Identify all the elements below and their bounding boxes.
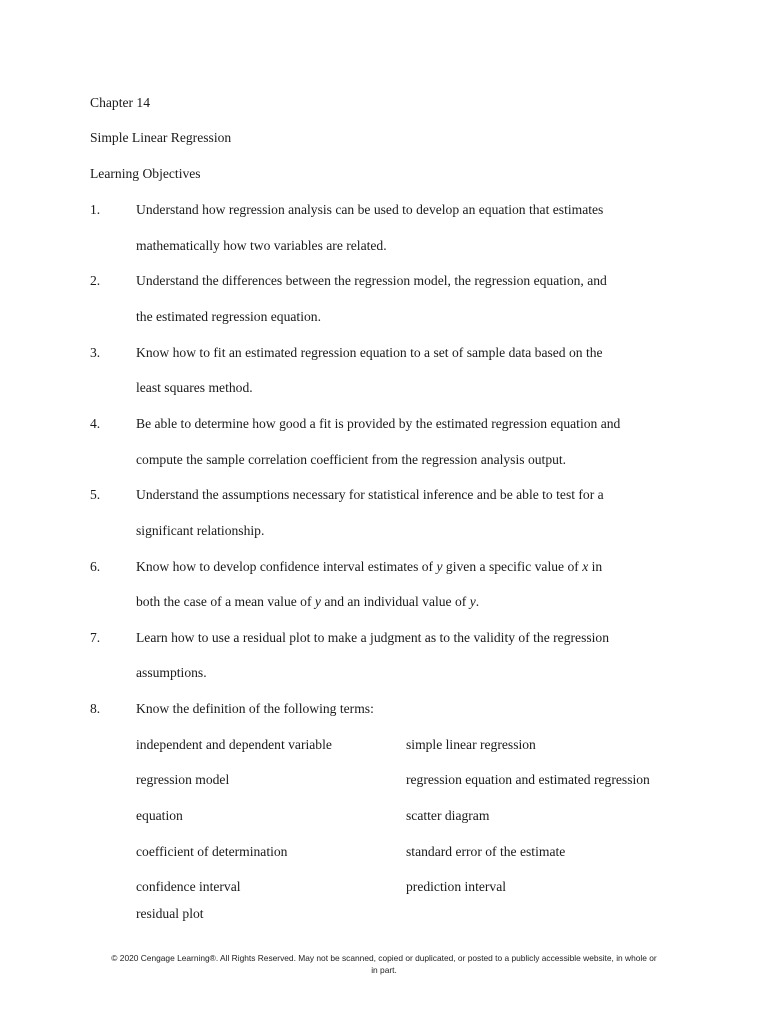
objective-text: Know the definition of the following terms: [136,701,374,716]
term: coefficient of determination [136,844,288,859]
copyright-line: © 2020 Cengage Learning®. All Rights Reserved. May not be scanned, copied or duplicated, or posted to a publicly accessible website, in whole or [111,953,657,963]
section-heading: Learning Objectives [90,166,201,181]
term: prediction interval [406,879,507,894]
objective-text: Know how to fit an estimated regression equation to a set of sample data based on the [136,345,603,360]
copyright-footer [84,952,684,976]
objective-text-continued: mathematically how two variables are related. [136,238,387,253]
term: confidence interval [136,879,241,894]
variable-y: y [469,594,476,609]
objective-text: Understand the assumptions necessary for statistical inference and be able to test for a [136,487,604,502]
objective-number: 3. [90,345,101,360]
variable-y: y [436,559,443,574]
objective-text-continued: significant relationship. [136,523,265,538]
objective-text-continued: the estimated regression equation. [136,309,321,324]
objective-number: 2. [90,273,101,288]
variable-x: x [582,559,589,574]
term: scatter diagram [406,808,490,823]
objective-text-continued: both the case of a mean value of y and an individual value of y. [136,594,480,609]
objective-text: Learn how to use a residual plot to make a judgment as to the validity of the regression [136,630,610,645]
objective-number: 5. [90,487,101,502]
objective-number: 1. [90,202,101,217]
term: simple linear regression [406,737,536,752]
objective-text: Understand the differences between the regression model, the regression equation, and [136,273,607,288]
objective-number: 8. [90,701,101,716]
objective-text: Understand how regression analysis can be used to develop an equation that estimates [136,202,604,217]
objective-number: 4. [90,416,101,431]
term: equation [136,808,183,823]
term: independent and dependent variable [136,737,332,752]
objective-text-continued: compute the sample correlation coefficient from the regression analysis output. [136,452,567,467]
chapter-title: Simple Linear Regression [90,130,232,145]
copyright-line-continued: in part. [371,965,397,975]
objective-text: Be able to determine how good a fit is provided by the estimated regression equation and [136,416,621,431]
objective-text-continued: least squares method. [136,380,253,395]
objective-text: Know how to develop confidence interval estimates of y given a specific value of x in [136,559,603,574]
term: residual plot [136,906,204,921]
variable-y: y [314,594,321,609]
objective-text-continued: assumptions. [136,665,207,680]
term: standard error of the estimate [406,844,566,859]
term: regression equation and estimated regression [406,772,650,787]
objective-number: 6. [90,559,101,574]
objective-number: 7. [90,630,101,645]
chapter-label: Chapter 14 [90,95,151,110]
term: regression model [136,772,230,787]
